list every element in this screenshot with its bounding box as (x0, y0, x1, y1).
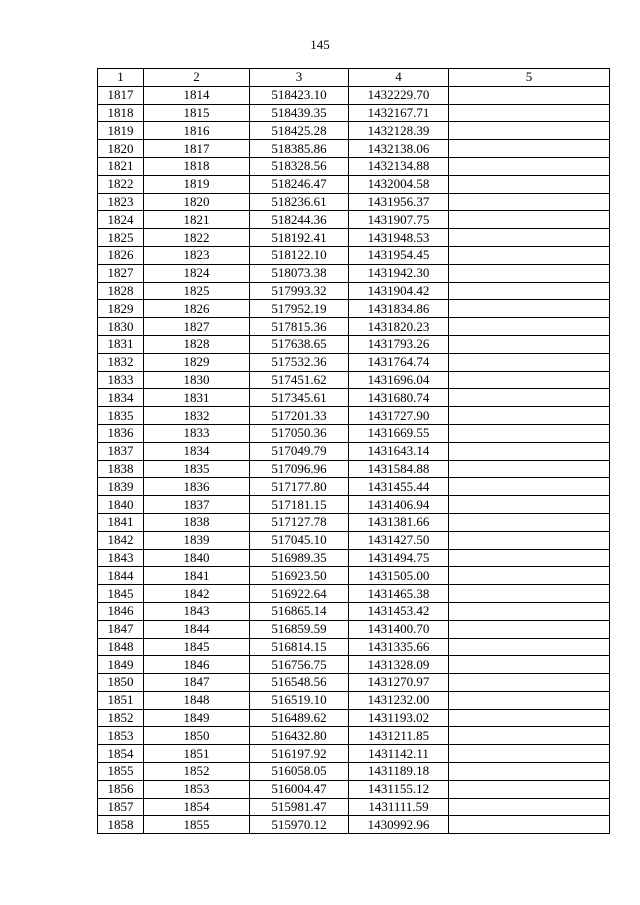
table-row (98, 424, 610, 442)
table-cell-col-2: 1852 (144, 763, 250, 781)
table-cell-col-2: 1851 (144, 745, 250, 763)
table-cell-col-4: 1431956.37 (349, 193, 449, 211)
table-cell-col-1: 1836 (98, 424, 144, 442)
table-cell-col-1: 1838 (98, 460, 144, 478)
table-cell-col-2: 1836 (144, 478, 250, 496)
table-cell-col-3: 517993.32 (250, 282, 349, 300)
table-row (98, 300, 610, 318)
table-row (98, 638, 610, 656)
page-number: 145 (310, 37, 330, 52)
table-cell-col-3: 517050.36 (250, 424, 349, 442)
table-cell-col-2: 1837 (144, 496, 250, 514)
table-cell-col-5 (449, 531, 610, 549)
table-cell-col-5 (449, 513, 610, 531)
table-cell-col-5 (449, 175, 610, 193)
table-cell-col-3: 516922.64 (250, 585, 349, 603)
table-cell-col-3: 516197.92 (250, 745, 349, 763)
table-cell-col-4: 1431335.66 (349, 638, 449, 656)
table-cell-col-4: 1431193.02 (349, 709, 449, 727)
table-cell-col-3: 515981.47 (250, 798, 349, 816)
table-cell-col-2: 1841 (144, 567, 250, 585)
table-cell-col-2: 1832 (144, 407, 250, 425)
table-cell-col-5 (449, 567, 610, 585)
table-cell-col-5 (449, 709, 610, 727)
table-cell-col-3: 518122.10 (250, 246, 349, 264)
table-cell-col-4: 1431793.26 (349, 335, 449, 353)
table-cell-col-5 (449, 798, 610, 816)
table-cell-col-2: 1828 (144, 335, 250, 353)
table-cell-col-4: 1431584.88 (349, 460, 449, 478)
table-cell-col-2: 1820 (144, 193, 250, 211)
table-row (98, 389, 610, 407)
table-row (98, 602, 610, 620)
table-cell-col-5 (449, 407, 610, 425)
table-cell-col-4: 1431406.94 (349, 496, 449, 514)
table-cell-col-2: 1822 (144, 229, 250, 247)
table-row (98, 531, 610, 549)
table-cell-col-2: 1838 (144, 513, 250, 531)
table-cell-col-1: 1822 (98, 175, 144, 193)
table-cell-col-4: 1431465.38 (349, 585, 449, 603)
table-cell-col-5 (449, 424, 610, 442)
table-row (98, 549, 610, 567)
table-cell-col-1: 1843 (98, 549, 144, 567)
table-row (98, 371, 610, 389)
table-cell-col-5 (449, 691, 610, 709)
table-cell-col-4: 1431232.00 (349, 691, 449, 709)
table-cell-col-4: 1431270.97 (349, 674, 449, 692)
table-cell-col-5 (449, 763, 610, 781)
table-cell-col-5 (449, 335, 610, 353)
table-row (98, 763, 610, 781)
column-header-2: 2 (144, 69, 250, 87)
table-cell-col-4: 1430992.96 (349, 816, 449, 834)
table-cell-col-5 (449, 656, 610, 674)
table-row (98, 620, 610, 638)
table-cell-col-3: 516432.80 (250, 727, 349, 745)
table-cell-col-1: 1854 (98, 745, 144, 763)
table-cell-col-5 (449, 229, 610, 247)
table-row (98, 335, 610, 353)
table-cell-col-4: 1432004.58 (349, 175, 449, 193)
table-cell-col-3: 515970.12 (250, 816, 349, 834)
table-row (98, 282, 610, 300)
table-cell-col-4: 1431142.11 (349, 745, 449, 763)
table-cell-col-2: 1821 (144, 211, 250, 229)
table-cell-col-4: 1431820.23 (349, 318, 449, 336)
table-cell-col-2: 1845 (144, 638, 250, 656)
table-cell-col-5 (449, 86, 610, 104)
table-cell-col-1: 1828 (98, 282, 144, 300)
table-row (98, 478, 610, 496)
table-cell-col-1: 1846 (98, 602, 144, 620)
table-cell-col-5 (449, 389, 610, 407)
table-cell-col-2: 1831 (144, 389, 250, 407)
table-cell-col-2: 1826 (144, 300, 250, 318)
table-cell-col-5 (449, 549, 610, 567)
table-cell-col-1: 1842 (98, 531, 144, 549)
table-cell-col-3: 516989.35 (250, 549, 349, 567)
table-cell-col-1: 1834 (98, 389, 144, 407)
table-cell-col-3: 516923.50 (250, 567, 349, 585)
table-cell-col-3: 517049.79 (250, 442, 349, 460)
table-cell-col-1: 1855 (98, 763, 144, 781)
table-cell-col-4: 1431328.09 (349, 656, 449, 674)
table-cell-col-1: 1844 (98, 567, 144, 585)
table-cell-col-2: 1854 (144, 798, 250, 816)
table-cell-col-5 (449, 122, 610, 140)
table-cell-col-5 (449, 371, 610, 389)
table-cell-col-2: 1855 (144, 816, 250, 834)
table-cell-col-2: 1833 (144, 424, 250, 442)
table-cell-col-1: 1833 (98, 371, 144, 389)
table-cell-col-3: 518328.56 (250, 157, 349, 175)
table-row (98, 193, 610, 211)
table-cell-col-4: 1431643.14 (349, 442, 449, 460)
table-cell-col-1: 1835 (98, 407, 144, 425)
table-row (98, 656, 610, 674)
table-cell-col-1: 1845 (98, 585, 144, 603)
table-cell-col-2: 1829 (144, 353, 250, 371)
table-cell-col-3: 518236.61 (250, 193, 349, 211)
table-cell-col-2: 1850 (144, 727, 250, 745)
table-row (98, 816, 610, 834)
table-cell-col-4: 1432138.06 (349, 140, 449, 158)
table-row (98, 442, 610, 460)
table-cell-col-3: 518246.47 (250, 175, 349, 193)
table-cell-col-4: 1431455.44 (349, 478, 449, 496)
table-cell-col-2: 1847 (144, 674, 250, 692)
table-cell-col-5 (449, 496, 610, 514)
table-cell-col-2: 1848 (144, 691, 250, 709)
table-cell-col-4: 1431834.86 (349, 300, 449, 318)
table-cell-col-3: 517815.36 (250, 318, 349, 336)
table-cell-col-4: 1431453.42 (349, 602, 449, 620)
table-cell-col-5 (449, 478, 610, 496)
table-cell-col-1: 1841 (98, 513, 144, 531)
table-cell-col-2: 1842 (144, 585, 250, 603)
table-cell-col-1: 1857 (98, 798, 144, 816)
table-row (98, 585, 610, 603)
table-cell-col-5 (449, 264, 610, 282)
table-cell-col-1: 1847 (98, 620, 144, 638)
table-cell-col-3: 516859.59 (250, 620, 349, 638)
table-row (98, 798, 610, 816)
table-row (98, 104, 610, 122)
column-header-5: 5 (449, 69, 610, 87)
table-cell-col-2: 1844 (144, 620, 250, 638)
table-cell-col-5 (449, 602, 610, 620)
table-cell-col-5 (449, 585, 610, 603)
table-cell-col-5 (449, 157, 610, 175)
table-cell-col-4: 1431942.30 (349, 264, 449, 282)
table-cell-col-4: 1431427.50 (349, 531, 449, 549)
table-row (98, 745, 610, 763)
table-cell-col-3: 518385.86 (250, 140, 349, 158)
table-cell-col-3: 517532.36 (250, 353, 349, 371)
table-cell-col-4: 1431211.85 (349, 727, 449, 745)
table-cell-col-2: 1830 (144, 371, 250, 389)
table-cell-col-2: 1839 (144, 531, 250, 549)
table-cell-col-1: 1852 (98, 709, 144, 727)
table-cell-col-5 (449, 104, 610, 122)
table-cell-col-4: 1431505.00 (349, 567, 449, 585)
table-cell-col-1: 1858 (98, 816, 144, 834)
table-cell-col-3: 516489.62 (250, 709, 349, 727)
table-row (98, 211, 610, 229)
table-row (98, 353, 610, 371)
table-body (98, 86, 610, 833)
table-cell-col-2: 1825 (144, 282, 250, 300)
table-cell-col-2: 1827 (144, 318, 250, 336)
table-cell-col-3: 517345.61 (250, 389, 349, 407)
table-cell-col-3: 518425.28 (250, 122, 349, 140)
table-cell-col-1: 1826 (98, 246, 144, 264)
table-cell-col-3: 517451.62 (250, 371, 349, 389)
table-cell-col-3: 518073.38 (250, 264, 349, 282)
table-cell-col-3: 518244.36 (250, 211, 349, 229)
table-cell-col-2: 1835 (144, 460, 250, 478)
table-cell-col-1: 1850 (98, 674, 144, 692)
table-cell-col-4: 1431111.59 (349, 798, 449, 816)
table-cell-col-1: 1830 (98, 318, 144, 336)
table-cell-col-4: 1431680.74 (349, 389, 449, 407)
table-cell-col-3: 518192.41 (250, 229, 349, 247)
table-cell-col-4: 1431696.04 (349, 371, 449, 389)
table-cell-col-4: 1431948.53 (349, 229, 449, 247)
table-cell-col-5 (449, 318, 610, 336)
table-row (98, 140, 610, 158)
table-cell-col-1: 1821 (98, 157, 144, 175)
table-row (98, 318, 610, 336)
table-cell-col-1: 1840 (98, 496, 144, 514)
table-cell-col-3: 516519.10 (250, 691, 349, 709)
table-cell-col-3: 516865.14 (250, 602, 349, 620)
table-cell-col-2: 1834 (144, 442, 250, 460)
coordinates-table (97, 68, 610, 834)
table-cell-col-1: 1829 (98, 300, 144, 318)
table-cell-col-3: 516756.75 (250, 656, 349, 674)
table-row (98, 246, 610, 264)
table-row (98, 513, 610, 531)
table-cell-col-2: 1849 (144, 709, 250, 727)
table-header (98, 69, 610, 87)
table-cell-col-2: 1819 (144, 175, 250, 193)
table-cell-col-1: 1848 (98, 638, 144, 656)
table-cell-col-5 (449, 816, 610, 834)
table-cell-col-3: 517952.19 (250, 300, 349, 318)
table-cell-col-4: 1431727.90 (349, 407, 449, 425)
table-cell-col-2: 1823 (144, 246, 250, 264)
table-cell-col-1: 1837 (98, 442, 144, 460)
table-cell-col-4: 1431400.70 (349, 620, 449, 638)
table-cell-col-3: 517096.96 (250, 460, 349, 478)
table-cell-col-5 (449, 780, 610, 798)
table-row (98, 229, 610, 247)
table-cell-col-3: 518423.10 (250, 86, 349, 104)
table-cell-col-3: 516004.47 (250, 780, 349, 798)
table-cell-col-5 (449, 620, 610, 638)
table-cell-col-3: 517201.33 (250, 407, 349, 425)
table-cell-col-5 (449, 246, 610, 264)
table-cell-col-2: 1846 (144, 656, 250, 674)
column-header-1: 1 (98, 69, 144, 87)
table-cell-col-1: 1831 (98, 335, 144, 353)
table-row (98, 496, 610, 514)
table-cell-col-4: 1431494.75 (349, 549, 449, 567)
column-header-4: 4 (349, 69, 449, 87)
table-cell-col-2: 1817 (144, 140, 250, 158)
table-cell-col-4: 1432128.39 (349, 122, 449, 140)
table-row (98, 175, 610, 193)
table-row (98, 727, 610, 745)
table-cell-col-2: 1853 (144, 780, 250, 798)
table-cell-col-1: 1819 (98, 122, 144, 140)
table-cell-col-3: 517638.65 (250, 335, 349, 353)
table-cell-col-1: 1849 (98, 656, 144, 674)
table-cell-col-1: 1827 (98, 264, 144, 282)
table-cell-col-1: 1832 (98, 353, 144, 371)
table-cell-col-5 (449, 353, 610, 371)
table-cell-col-2: 1818 (144, 157, 250, 175)
table-cell-col-5 (449, 638, 610, 656)
table-row (98, 780, 610, 798)
table-cell-col-5 (449, 193, 610, 211)
table-cell-col-2: 1824 (144, 264, 250, 282)
table-row (98, 407, 610, 425)
table-cell-col-2: 1814 (144, 86, 250, 104)
table-cell-col-1: 1823 (98, 193, 144, 211)
table-cell-col-4: 1431155.12 (349, 780, 449, 798)
table-row (98, 709, 610, 727)
table-cell-col-1: 1825 (98, 229, 144, 247)
table-cell-col-5 (449, 460, 610, 478)
table-row (98, 122, 610, 140)
table-cell-col-3: 516548.56 (250, 674, 349, 692)
table-cell-col-4: 1432134.88 (349, 157, 449, 175)
table-cell-col-4: 1431907.75 (349, 211, 449, 229)
column-header-3: 3 (250, 69, 349, 87)
table-cell-col-5 (449, 300, 610, 318)
table-cell-col-1: 1853 (98, 727, 144, 745)
table-cell-col-5 (449, 745, 610, 763)
table-cell-col-3: 518439.35 (250, 104, 349, 122)
table-cell-col-2: 1815 (144, 104, 250, 122)
table-row (98, 86, 610, 104)
table-row (98, 157, 610, 175)
table-cell-col-4: 1431381.66 (349, 513, 449, 531)
table-cell-col-1: 1818 (98, 104, 144, 122)
table-row (98, 674, 610, 692)
table-cell-col-1: 1817 (98, 86, 144, 104)
table-cell-col-5 (449, 727, 610, 745)
table-cell-col-2: 1843 (144, 602, 250, 620)
table-row (98, 567, 610, 585)
table-cell-col-4: 1431669.55 (349, 424, 449, 442)
table-cell-col-3: 517177.80 (250, 478, 349, 496)
header-row (98, 69, 610, 87)
table-cell-col-1: 1820 (98, 140, 144, 158)
table-cell-col-4: 1431904.42 (349, 282, 449, 300)
table-cell-col-3: 517127.78 (250, 513, 349, 531)
table-cell-col-1: 1839 (98, 478, 144, 496)
table-cell-col-2: 1840 (144, 549, 250, 567)
table-cell-col-4: 1431764.74 (349, 353, 449, 371)
table-cell-col-3: 517045.10 (250, 531, 349, 549)
table-cell-col-5 (449, 211, 610, 229)
table-row (98, 264, 610, 282)
table-cell-col-5 (449, 282, 610, 300)
table-cell-col-4: 1431189.18 (349, 763, 449, 781)
table-cell-col-3: 516814.15 (250, 638, 349, 656)
table-cell-col-1: 1824 (98, 211, 144, 229)
table-cell-col-4: 1431954.45 (349, 246, 449, 264)
table-cell-col-3: 516058.05 (250, 763, 349, 781)
table-cell-col-1: 1851 (98, 691, 144, 709)
table-cell-col-3: 517181.15 (250, 496, 349, 514)
table-cell-col-5 (449, 442, 610, 460)
table-cell-col-4: 1432167.71 (349, 104, 449, 122)
table-row (98, 460, 610, 478)
table-cell-col-5 (449, 140, 610, 158)
table-cell-col-2: 1816 (144, 122, 250, 140)
table-cell-col-1: 1856 (98, 780, 144, 798)
table-cell-col-4: 1432229.70 (349, 86, 449, 104)
table-cell-col-5 (449, 674, 610, 692)
table-row (98, 691, 610, 709)
